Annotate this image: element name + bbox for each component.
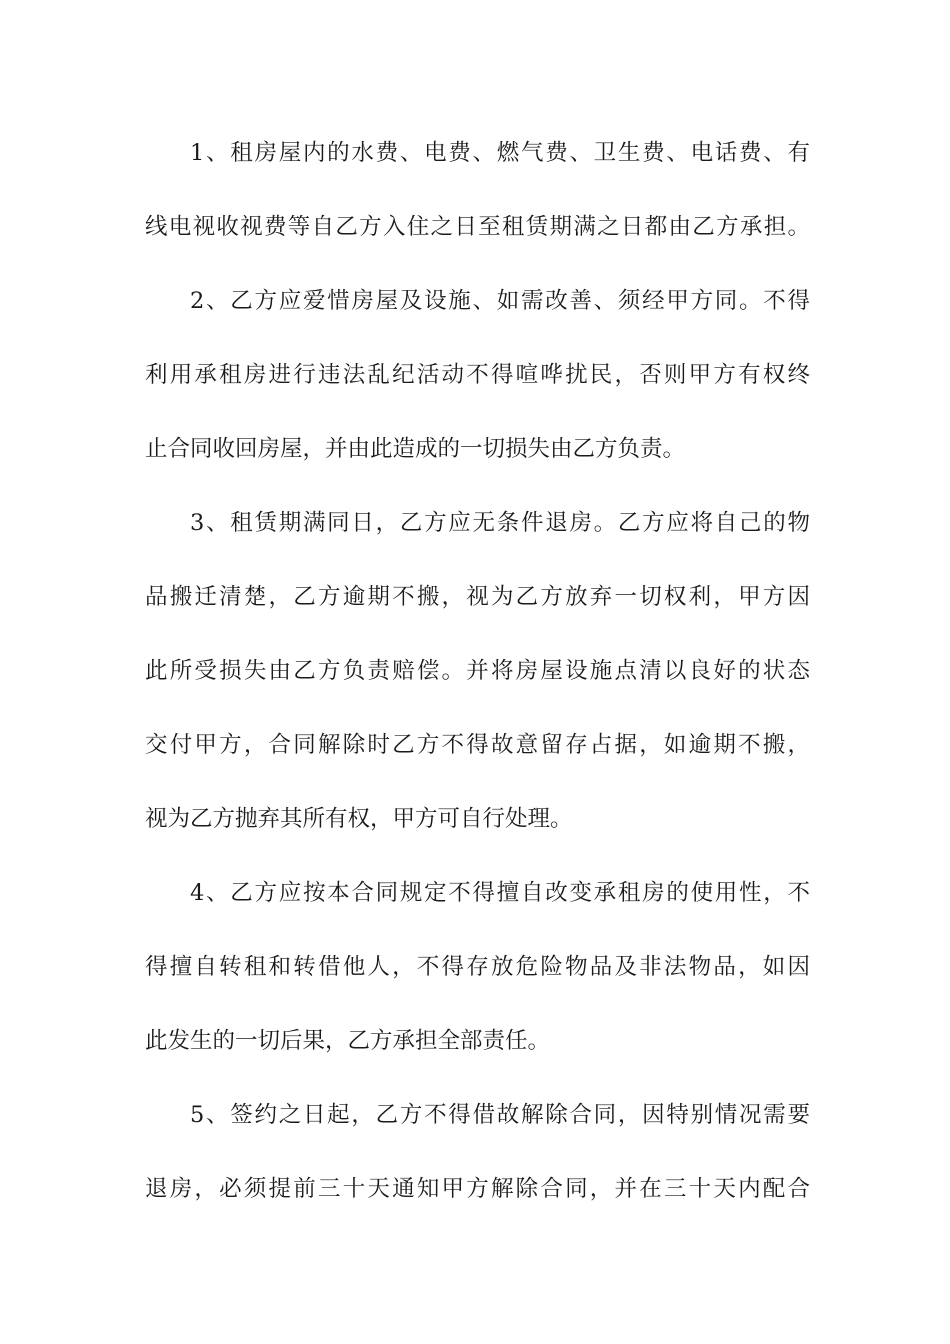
paragraph-3-line-4: 交付甲方，合同解除时乙方不得故意留存占据，如逾期不搬， xyxy=(145,732,810,758)
paragraph-3-line-2: 品搬迁清楚，乙方逾期不搬，视为乙方放弃一切权利，甲方因 xyxy=(145,584,810,610)
paragraph-3-line-1: 3、租赁期满同日，乙方应无条件退房。乙方应将自己的物 xyxy=(190,510,810,536)
paragraph-3-line-3: 此所受损失由乙方负责赔偿。并将房屋设施点清以良好的状态 xyxy=(145,658,810,684)
paragraph-1-line-2: 线电视收视费等自乙方入住之日至租赁期满之日都由乙方承担。 xyxy=(145,214,810,240)
paragraph-1-line-1: 1、租房屋内的水费、电费、燃气费、卫生费、电话费、有 xyxy=(190,140,810,166)
paragraph-5-line-1: 5、签约之日起，乙方不得借故解除合同，因特别情况需要 xyxy=(190,1102,810,1128)
paragraph-4-line-1: 4、乙方应按本合同规定不得擅自改变承租房的使用性，不 xyxy=(190,880,810,906)
paragraph-3-line-5: 视为乙方抛弃其所有权，甲方可自行处理。 xyxy=(145,806,573,832)
paragraph-4-line-3: 此发生的一切后果，乙方承担全部责任。 xyxy=(145,1028,551,1054)
paragraph-2-line-3: 止合同收回房屋，并由此造成的一切损失由乙方负责。 xyxy=(145,436,686,462)
paragraph-4-line-2: 得擅自转租和转借他人，不得存放危险物品及非法物品，如因 xyxy=(145,954,810,980)
paragraph-2-line-1: 2、乙方应爱惜房屋及设施、如需改善、须经甲方同。不得 xyxy=(190,288,810,314)
paragraph-5-line-2: 退房，必须提前三十天通知甲方解除合同，并在三十天内配合 xyxy=(145,1176,810,1202)
paragraph-2-line-2: 利用承租房进行违法乱纪活动不得喧哗扰民，否则甲方有权终 xyxy=(145,362,810,388)
